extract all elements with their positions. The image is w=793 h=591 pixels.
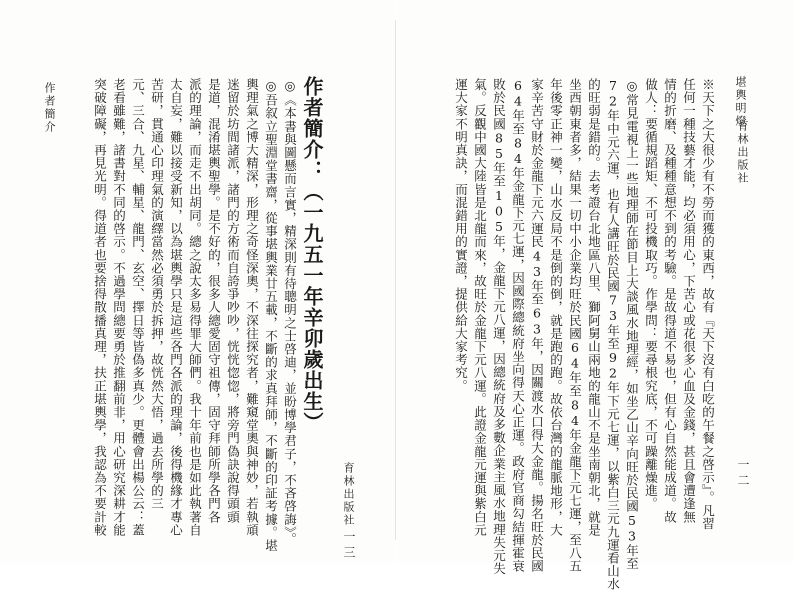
paragraph-column: 運大家不明真訣，而混錯用的實證，提供給大家考究。 [453, 78, 469, 393]
paragraph-column: 派的理論，而走不出胡同。總之說太多易得罪大師們。我十年前也是如此執著自 [187, 78, 203, 537]
paragraph-column: ◎常見電視上一些地理師在節目上大談風水地理經，如坐乙山辛向旺於民國53年至 [624, 78, 640, 571]
paragraph-column: 元、三合、九星、輔星、龍門、玄空、擇日等皆偽多真少。更體會出楊公云：蓋 [130, 78, 146, 537]
paragraph-column: 氣。反觀中國大陸皆是北龍而來，故旺於金龍下元八運。此證金龍元運與紫白元 [472, 78, 488, 537]
page-gutter [395, 20, 396, 540]
paragraph-column: 老看雖難，諸書對不同的啓示。不過學問總要勇於推翻前非，用心研究深耕才能 [111, 78, 127, 537]
paragraph-column: 任何一種技藝才能，均必須用心，下苦心或花很多心血及金錢，甚且會遭逢無 [681, 78, 697, 524]
paragraph-column: 坐西朝東者多，結果一切中小企業均旺於民國64年至84年金龍下元七運，至八五 [567, 78, 583, 573]
left-page-number: 一三 [342, 530, 356, 562]
paragraph-column: 家辛苦守財於金龍下元六運民43年至63年，因關渡水口得大金龍。揚名旺於民國 [529, 78, 545, 573]
right-page-header: 堪輿明燈 [734, 76, 747, 128]
paragraph-column: 敗於民國85年至105年，金龍下元八運，因總統府及多數企業主風水地理失元失 [491, 78, 507, 576]
paragraph-column: 的旺弱是錯的。去考證台北地區八里、獅阿舅山兩地的龍山不是坐南朝北，就是 [586, 78, 602, 537]
paragraph-column: 64年至84年金龍下元七運，因國際總統府坐向得天心正運。政府官商勾結揮霍衰 [510, 78, 526, 573]
paragraph-column: 年後零正神一變，山水反局不是倒的倒，就是跑的跑。故依台灣的龍脈地形，大 [548, 78, 564, 537]
paragraph-column: 輿理氣之博大精深，形理之奇怪深奧，不深往探究者，難窺堂奧與神妙，若執頑 [244, 78, 260, 537]
right-page [397, 0, 793, 591]
paragraph-column: ※天下之大很少有不勞而獲的東西，故有『天下沒有白吃的午餐之啓示』。凡習 [700, 78, 716, 531]
paragraph-column: ◎吾叙立聖淵堂書齋，從事堪輿業廿五載，不斷的求真拜師，不斷的印証考據。堪 [263, 78, 279, 553]
paragraph-column: ◎《本書與圖懸而言實，精深則有待聰明之士啓迪，並盼博學君子，不吝啓誨》。 [282, 78, 298, 546]
left-page-header: 作者簡介 [43, 82, 56, 134]
author-intro-heading: 作者簡介：（一九五一年辛卯歲出生） [300, 76, 324, 433]
right-page-publisher: 育林出版社 [736, 120, 749, 185]
paragraph-column: 情的折磨、及種種意想不到的考驗。是故得道不易也，但有心自然能成道。故 [662, 78, 678, 524]
left-page [0, 0, 396, 563]
paragraph-column: 72年中元六運，也有人講旺於民國73年至92年下元七運，以紫白三元九運看山水 [605, 78, 621, 591]
paragraph-column: 是道，混淆堪輿聖學。是不好的，很多人總愛固守祖傳，固守拜師所學各門各 [206, 78, 222, 524]
paragraph-column: 迷留於坊間諸派，諸門的方術而自誇爭吵吵，恍恍惚惚，將旁門偽訣說得頭頭 [225, 78, 241, 524]
paragraph-column: 做人：要循規蹈矩、不可投機取巧。作學問：要尋根究底，不可躁離燥進。 [643, 78, 659, 511]
left-page-publisher: 育林出版社 [342, 462, 355, 527]
paragraph-column: 突破障礙，再見光明。得道者也要捨得散播真理，扶正堪輿學，我認為不要計較 [92, 78, 108, 537]
right-page-number: 一二 [736, 458, 750, 490]
paragraph-column: 太自妄，難以接受新知，以為堪輿學只是這些各門各派的理論，後得機緣才專心 [168, 78, 184, 537]
paragraph-column: 苦研，貫通心印理氣的演繹當然必須勇於拆押，故恍然大悟，過去所學的三 [149, 78, 165, 511]
